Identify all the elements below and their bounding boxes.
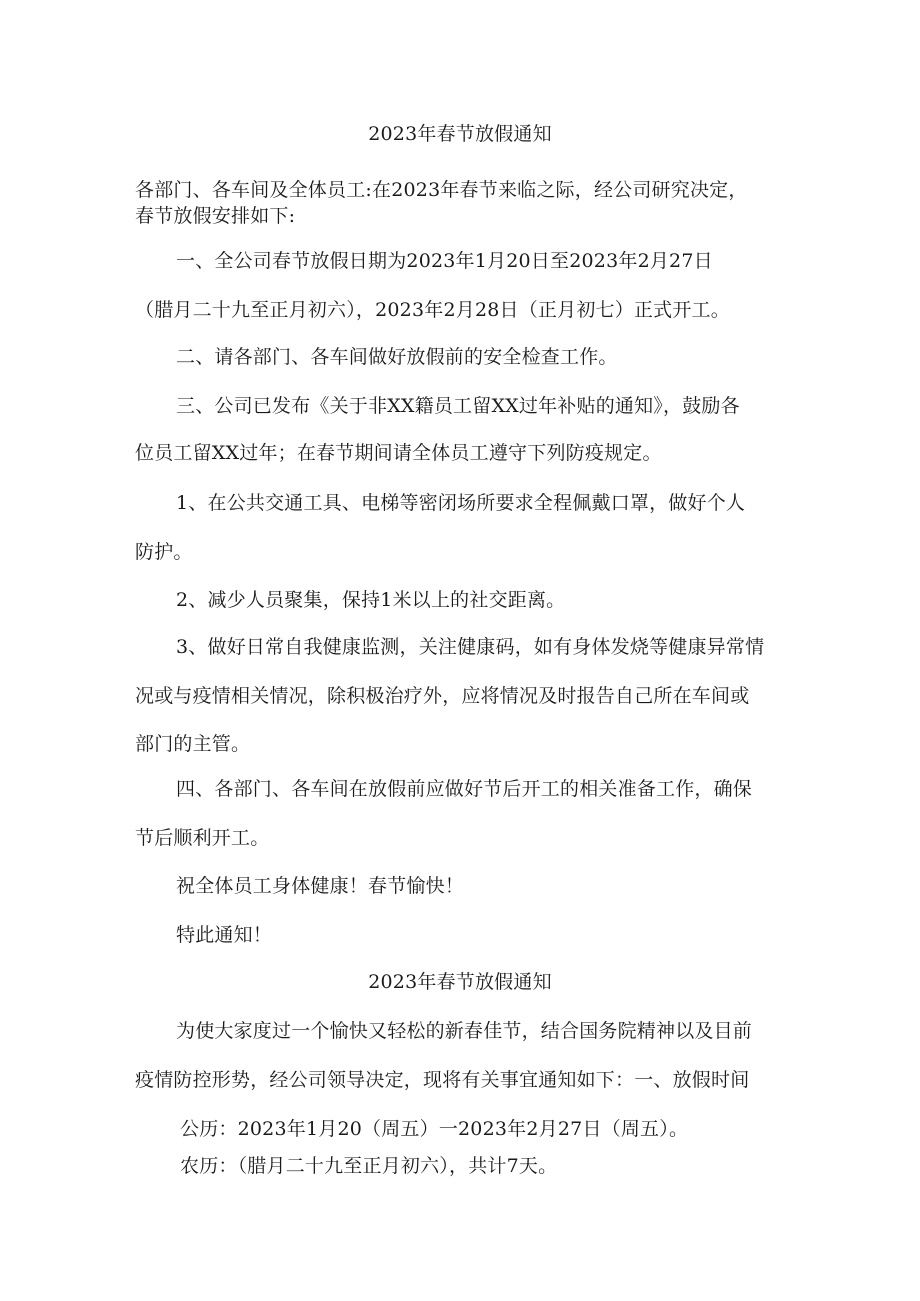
solar-calendar-line: 公历：2023年1月20（周五）一2023年2月27日（周五）。: [180, 1118, 689, 1140]
salutation-line-1: 各部门、各车间及全体员工:在2023年春节来临之际，经公司研究决定，: [135, 179, 748, 201]
salutation-line-2: 春节放假安排如下:: [135, 205, 296, 227]
paragraph-2: 二、请各部门、各车间做好放假前的安全检查工作。: [176, 346, 618, 368]
closing-line: 特此通知！: [176, 924, 273, 946]
paragraph-4-line-2: 节后顺利开工。: [135, 827, 270, 849]
paragraph-3-line-2: 位员工留XX过年；在春节期间请全体员工遵守下列防疫规定。: [135, 442, 662, 464]
paragraph-1-line-2: （腊月二十九至正月初六），2023年2月28日（正月初七）正式开工。: [135, 299, 730, 321]
rule-3-line-1: 3、做好日常自我健康监测，关注健康码，如有身体发烧等健康异常情: [176, 636, 765, 658]
intro-line-1: 为使大家度过一个愉快又轻松的新春佳节，结合国务院精神以及目前: [176, 1020, 753, 1042]
notice-title: 2023年春节放假通知: [368, 123, 552, 145]
intro-line-2: 疫情防控形势，经公司领导决定，现将有关事宜通知如下：一、放假时间: [135, 1069, 750, 1091]
paragraph-4-line-1: 四、各部门、各车间在放假前应做好节后开工的相关准备工作，确保: [176, 778, 753, 800]
paragraph-1-line-1: 一、全公司春节放假日期为2023年1月20日至2023年2月27日: [176, 250, 713, 272]
rule-1-line-1: 1、在公共交通工具、电梯等密闭场所要求全程佩戴口罩，做好个人: [176, 492, 746, 514]
rule-3-line-3: 部门的主管。: [135, 733, 251, 755]
paragraph-3-line-1: 三、公司已发布《关于非XX籍员工留XX过年补贴的通知》，鼓励各: [176, 395, 740, 417]
rule-1-line-2: 防护。: [135, 541, 193, 563]
rule-2: 2、减少人员聚集，保持1米以上的社交距离。: [176, 589, 566, 611]
wish-line: 祝全体员工身体健康！春节愉快！: [176, 875, 465, 897]
lunar-calendar-line: 农历：（腊月二十九至正月初六），共计7天。: [180, 1155, 558, 1177]
notice-title-2: 2023年春节放假通知: [368, 971, 552, 993]
rule-3-line-2: 况或与疫情相关情况，除积极治疗外，应将情况及时报告自己所在车间或: [135, 685, 750, 707]
